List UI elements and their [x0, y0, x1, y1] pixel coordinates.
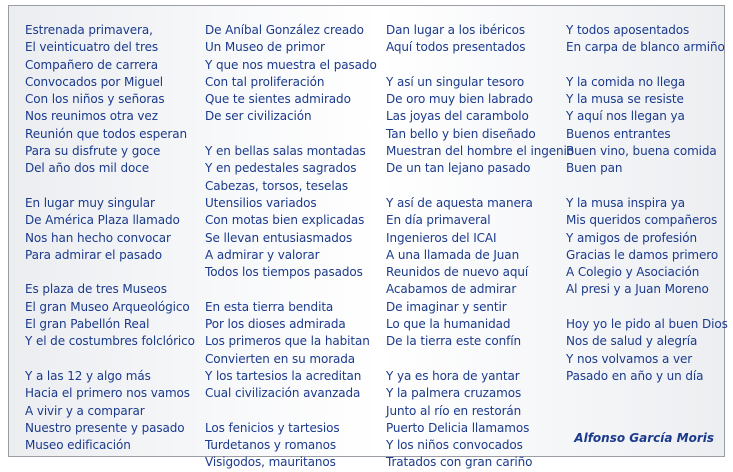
poem-line: Pasado en año y un día — [566, 368, 704, 383]
author-signature: Alfonso García Moris — [574, 431, 714, 445]
poem-line: De ser civilización — [205, 109, 312, 124]
poem-line: Para su disfrute y goce — [25, 144, 161, 159]
poem-line: Buen pan — [566, 161, 623, 176]
poem-line: A una llamada de Juan — [386, 247, 520, 262]
stanza-gap — [205, 403, 377, 420]
poem-line: De Aníbal González creado — [205, 23, 364, 37]
poem-line: A Colegio y Asociación — [566, 265, 700, 280]
poem-line: A vivir y a comparar — [25, 403, 145, 418]
poem-line: Buen vino, buena comida — [566, 144, 717, 159]
poem-line: Utensilios variados — [205, 195, 317, 210]
poem-line: Y la comida no llega — [566, 74, 686, 89]
poem-line: Los primeros que la habitan — [205, 334, 370, 349]
poem-line: Y nos volvamos a ver — [566, 351, 693, 366]
poem-line: Gracias le damos primero — [566, 247, 719, 262]
poem-line: Lo que la humanidad — [386, 317, 511, 332]
poem-line: Y en bellas salas montadas — [205, 144, 366, 159]
poem-line: Mis queridos compañeros — [566, 213, 718, 228]
poem-line: Convocados por Miguel — [25, 74, 163, 89]
poem-line: De América Plaza llamado — [25, 213, 180, 228]
poem-line: En lugar muy singular — [25, 195, 155, 210]
poem-line: Al presi y a Juan Moreno — [566, 282, 709, 297]
poem-line: Y todos aposentados — [566, 23, 690, 37]
poem-line: Nos de salud y alegría — [566, 334, 698, 349]
poem-line: Y que nos muestra el pasado — [205, 57, 377, 72]
poem-line: Todos los tiempos pasados — [205, 265, 363, 280]
poem-panel — [8, 5, 728, 470]
stanza-gap — [205, 126, 377, 143]
poem-line: Ingenieros del ICAI — [386, 230, 497, 245]
poem-line: Buenos entrantes — [566, 126, 671, 141]
poem-line: Y el de costumbres folclórico — [25, 334, 195, 349]
poem-line: Tan bello y bien diseñado — [386, 126, 536, 141]
poem-line: De oro muy bien labrado — [386, 92, 533, 107]
stanza-gap — [566, 57, 728, 74]
poem-line: Reunión que todos esperan — [25, 126, 188, 141]
poem-line: Visigodos, mauritanos — [205, 455, 336, 470]
poem-line: Del año dos mil doce — [25, 161, 150, 176]
poem-line: Junto al río en restorán — [386, 403, 522, 418]
poem-line: Para admirar el pasado — [25, 247, 163, 262]
poem-line: Cual civilización avanzada — [205, 386, 361, 401]
stanza-gap — [205, 281, 377, 298]
poem-line: A admirar y valorar — [205, 247, 320, 262]
poem-line: De un tan lejano pasado — [386, 161, 531, 176]
poem-line: Hacia el primero nos vamos — [25, 386, 190, 401]
poem-line: Y ya es hora de yantar — [386, 368, 520, 383]
poem-line: En día primaveral — [386, 213, 491, 228]
poem-line: Puerto Delicia llamamos — [386, 420, 530, 435]
poem-line: Que te sientes admirado — [205, 92, 351, 107]
poem-line: Turdetanos y romanos — [205, 438, 337, 453]
poem-line: Aquí todos presentados — [386, 40, 526, 55]
poem-line: Y los niños convocados — [386, 438, 523, 453]
poem-line: Y así de aquesta manera — [386, 195, 533, 210]
poem-line: Y amigos de profesión — [566, 230, 698, 245]
poem-line: En carpa de blanco armiño — [566, 40, 725, 55]
poem-line: Dan lugar a los ibéricos — [386, 23, 525, 37]
poem-line: Y la palmera cruzamos — [386, 386, 522, 401]
poem-line: Y la musa inspira ya — [566, 195, 686, 210]
poem-line: Se llevan entusiasmados — [205, 230, 353, 245]
poem-line: El veinticuatro del tres — [25, 40, 159, 55]
poem-line: Muestran del hombre el ingenio — [386, 144, 575, 159]
poem-line: Las joyas del carambolo — [386, 109, 529, 124]
poem-line: Es plaza de tres Museos — [25, 282, 167, 297]
poem-line: Un Museo de primor — [205, 40, 325, 55]
poem-line: Compañero de carrera — [25, 57, 159, 72]
stanza-gap — [386, 57, 574, 74]
stanza-gap — [386, 351, 574, 368]
poem-line: Cabezas, torsos, teselas — [205, 178, 348, 193]
poem-line: Los fenicios y tartesios — [205, 420, 340, 435]
poem-line: Por los dioses admirada — [205, 317, 346, 332]
poem-line: Con motas bien explicadas — [205, 213, 365, 228]
poem-line: De imaginar y sentir — [386, 299, 507, 314]
poem-line: Y en pedestales sagrados — [205, 161, 357, 176]
poem-line: El gran Pabellón Real — [25, 317, 150, 332]
poem-line: Reunidos de nuevo aquí — [386, 265, 529, 280]
poem-line: Con tal proliferación — [205, 74, 325, 89]
poem-column-1 — [25, 22, 195, 454]
poem-line: Nos han hecho convocar — [25, 230, 171, 245]
poem-line: En esta tierra bendita — [205, 299, 334, 314]
stanza-gap — [25, 351, 195, 368]
poem-line: Museo edificación — [25, 438, 131, 453]
poem-line: Y aquí nos llegan ya — [566, 109, 685, 124]
stanza-gap — [25, 178, 195, 195]
poem-line: Estrenada primavera, — [25, 23, 153, 37]
poem-line: Nos reunimos otra vez — [25, 109, 158, 124]
poem-line: Tratados con gran cariño — [386, 455, 533, 470]
poem-line: Acabamos de admirar — [386, 282, 517, 297]
poem-column-2 — [205, 22, 377, 472]
poem-column-3 — [386, 22, 574, 472]
poem-line: Nuestro presente y pasado — [25, 420, 185, 435]
poem-line: El gran Museo Arqueológico — [25, 299, 190, 314]
stanza-gap — [566, 178, 728, 195]
poem-line: De la tierra este confín — [386, 334, 522, 349]
poem-line: Y a las 12 y algo más — [25, 368, 151, 383]
poem-line: Convierten en su morada — [205, 351, 356, 366]
poem-line: Y la musa se resiste — [566, 92, 684, 107]
poem-line: Con los niños y señoras — [25, 92, 165, 107]
stanza-gap — [25, 264, 195, 281]
poem-line: Y los tartesios la acreditan — [205, 368, 362, 383]
poem-line: Y así un singular tesoro — [386, 74, 525, 89]
poem-line: Hoy yo le pido al buen Dios — [566, 317, 728, 332]
stanza-gap — [566, 299, 728, 316]
poem-column-4 — [566, 22, 728, 385]
stanza-gap — [386, 178, 574, 195]
